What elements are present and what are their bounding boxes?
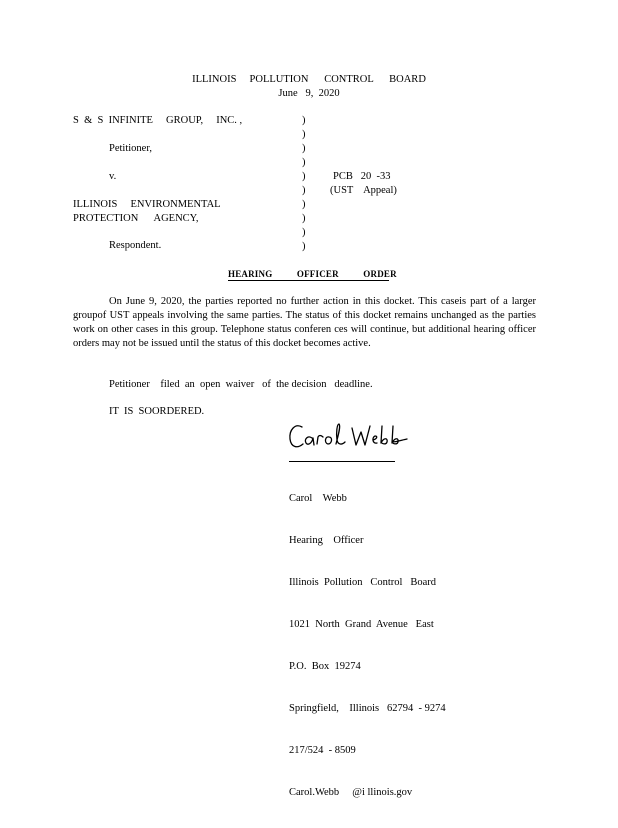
caption-paren: ) (302, 171, 306, 182)
signature-line (289, 461, 395, 462)
signer-title: Hearing Officer (289, 535, 364, 546)
caption-parentheses (302, 114, 306, 254)
signer-po-box: P.O. Box 19274 (289, 661, 361, 672)
body-paragraph-1: On June 9, 2020, the parties reported no further action in this docket. This caseis part of a larger groupof UST appeals involving the same parties. The status of this docket remains unchanged as the parties work on other cases in this group. Telephone status conferen ces will continue, but additional hearing officer orders may not be issued until the status of this docket becomes active. (73, 296, 536, 349)
signature-block (289, 464, 446, 828)
agency-heading: ILLINOIS POLLUTION CONTROL BOARD (192, 74, 426, 85)
caption-paren: ) (302, 129, 306, 140)
order-title: HEARING OFFICER ORDER (228, 269, 397, 279)
signer-email: Carol.Webb @i llinois.gov (289, 787, 413, 798)
caption-paren: ) (302, 143, 306, 154)
caption-paren: ) (302, 157, 306, 168)
caption-paren: ) (302, 241, 306, 252)
document-date: June 9, 2020 (278, 88, 340, 99)
handwritten-signature (286, 418, 416, 458)
respondent-name-line2: PROTECTION AGENCY, (73, 213, 199, 224)
body-paragraph-2: Petitioner filed an open waiver of the decision deadline. (109, 379, 373, 390)
signer-city: Springfield, Illinois 62794 - 9274 (289, 703, 446, 714)
versus-label: v. (109, 171, 117, 182)
caption-paren: ) (302, 185, 306, 196)
signer-name: Carol Webb (289, 493, 347, 504)
case-type: (UST Appeal) (330, 185, 397, 196)
signer-phone: 217/524 - 8509 (289, 745, 356, 756)
caption-paren: ) (302, 213, 306, 224)
respondent-label: Respondent. (109, 240, 162, 251)
closing-statement: IT IS SOORDERED. (109, 406, 205, 417)
case-number: PCB 20 -33 (333, 171, 391, 182)
signer-street: 1021 North Grand Avenue East (289, 619, 434, 630)
respondent-name-line1: ILLINOIS ENVIRONMENTAL (73, 199, 221, 210)
caption-paren: ) (302, 227, 306, 238)
petitioner-label: Petitioner, (109, 143, 153, 154)
caption-paren: ) (302, 199, 306, 210)
petitioner-name: S & S INFINITE GROUP, INC. , (73, 115, 243, 126)
signer-organization: Illinois Pollution Control Board (289, 577, 437, 588)
caption-paren: ) (302, 115, 306, 126)
